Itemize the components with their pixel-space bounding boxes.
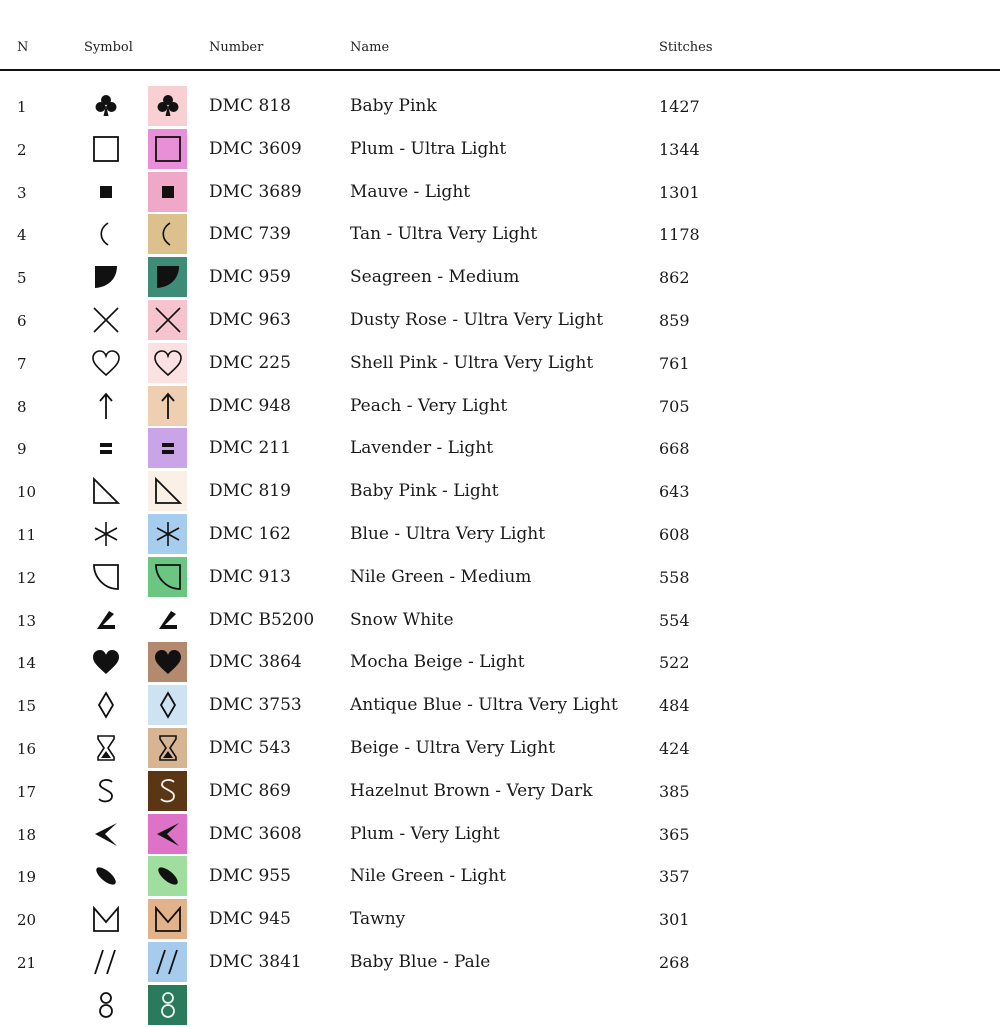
row-index: 2 [17, 140, 27, 159]
row-index: 10 [17, 483, 37, 502]
thread-name: Plum - Ultra Light [350, 138, 507, 159]
quarter-circle-outline-icon [153, 562, 183, 592]
stitch-count: 424 [659, 738, 690, 758]
square-outline-icon [88, 129, 124, 169]
table-row [0, 855, 1000, 898]
table-row [0, 213, 1000, 256]
row-index: 16 [17, 739, 37, 758]
letter-s-icon [88, 771, 124, 811]
color-swatch [148, 129, 187, 169]
thread-name: Dusty Rose - Ultra Very Light [350, 309, 604, 330]
thread-name: Tan - Ultra Very Light [350, 224, 538, 245]
table-row [0, 684, 1000, 727]
row-index: 8 [17, 397, 27, 416]
crescent-icon [88, 214, 124, 254]
thread-number: DMC 963 [209, 309, 291, 330]
row-index: 14 [17, 654, 37, 673]
color-swatch [148, 685, 187, 725]
row-index: 12 [17, 568, 37, 587]
row-index: 9 [17, 440, 27, 459]
color-swatch [148, 343, 187, 383]
table-row [0, 128, 1000, 171]
figure-eight-icon [88, 985, 124, 1025]
color-swatch [148, 942, 187, 982]
stitch-count: 862 [659, 268, 690, 288]
stitch-count: 301 [659, 910, 690, 930]
column-header-number: Number [209, 40, 264, 55]
color-swatch [148, 600, 187, 640]
double-slash-icon [153, 947, 183, 977]
thread-number: DMC 948 [209, 395, 291, 416]
envelope-m-icon [153, 904, 183, 934]
color-swatch [148, 428, 187, 468]
table-row [0, 941, 1000, 984]
heart-filled-icon [153, 647, 183, 677]
stitch-count: 522 [659, 653, 690, 673]
row-index: 5 [17, 269, 27, 288]
thread-number: DMC 869 [209, 780, 291, 801]
color-swatch [148, 471, 187, 511]
stitch-count: 385 [659, 781, 690, 801]
table-row [0, 984, 1000, 1027]
stitch-count: 705 [659, 396, 690, 416]
row-index: 6 [17, 311, 27, 330]
diamond-outline-icon [153, 690, 183, 720]
figure-eight-icon [153, 990, 183, 1020]
thread-number: DMC 955 [209, 866, 291, 887]
right-triangle-icon [153, 476, 183, 506]
crescent-icon [153, 219, 183, 249]
stitch-count: 357 [659, 867, 690, 887]
table-row [0, 556, 1000, 599]
color-swatch [148, 172, 187, 212]
x-cross-icon [153, 305, 183, 335]
quarter-circle-filled-icon [88, 257, 124, 297]
color-swatch [148, 214, 187, 254]
table-row [0, 641, 1000, 684]
stitch-count: 554 [659, 610, 690, 630]
thread-number: DMC 739 [209, 224, 291, 245]
stitch-count: 643 [659, 482, 690, 502]
table-row [0, 727, 1000, 770]
thread-name: Plum - Very Light [350, 823, 500, 844]
table-row [0, 427, 1000, 470]
color-swatch [148, 514, 187, 554]
thread-number: DMC 3609 [209, 138, 302, 159]
stitch-count: 761 [659, 353, 690, 373]
thread-name: Mocha Beige - Light [350, 652, 525, 673]
envelope-m-icon [88, 899, 124, 939]
table-row [0, 299, 1000, 342]
row-index: 15 [17, 697, 37, 716]
color-swatch [148, 771, 187, 811]
thread-number: DMC 945 [209, 909, 291, 930]
heart-filled-icon [88, 642, 124, 682]
thread-name: Antique Blue - Ultra Very Light [350, 695, 618, 716]
quarter-circle-filled-icon [153, 262, 183, 292]
stitch-count: 608 [659, 524, 690, 544]
table-row [0, 813, 1000, 856]
quarter-circle-outline-icon [88, 557, 124, 597]
color-swatch [148, 86, 187, 126]
color-swatch [148, 386, 187, 426]
column-header-symbol: Symbol [84, 40, 133, 55]
square-outline-icon [153, 134, 183, 164]
thread-number: DMC 3864 [209, 652, 302, 673]
color-swatch [148, 728, 187, 768]
stitch-count: 859 [659, 310, 690, 330]
color-swatch [148, 814, 187, 854]
angle-icon [153, 605, 183, 635]
row-index: 17 [17, 782, 37, 801]
x-cross-icon [88, 300, 124, 340]
table-row [0, 898, 1000, 941]
row-index: 19 [17, 868, 37, 887]
hourglass-icon [153, 733, 183, 763]
double-slash-icon [88, 942, 124, 982]
color-swatch [148, 642, 187, 682]
color-swatch [148, 899, 187, 939]
arrow-up-icon [88, 386, 124, 426]
table-row [0, 599, 1000, 642]
thread-number: DMC 162 [209, 523, 291, 544]
thread-name: Tawny [350, 909, 406, 930]
stitch-count: 1301 [659, 182, 700, 202]
thread-name: Seagreen - Medium [350, 267, 520, 288]
row-index: 11 [17, 525, 37, 544]
color-swatch [148, 985, 187, 1025]
stitch-count: 1344 [659, 139, 700, 159]
row-index: 20 [17, 911, 37, 930]
table-row [0, 85, 1000, 128]
table-row [0, 385, 1000, 428]
heart-outline-icon [88, 343, 124, 383]
leaf-oval-icon [88, 856, 124, 896]
table-row [0, 770, 1000, 813]
row-index: 1 [17, 98, 27, 116]
table-row [0, 470, 1000, 513]
thread-number: DMC 3753 [209, 695, 302, 716]
thread-number: DMC 818 [209, 96, 291, 116]
thread-number: DMC 3841 [209, 951, 302, 972]
leaf-oval-icon [153, 861, 183, 891]
column-header-n: N [17, 40, 29, 55]
equals-icon [88, 428, 124, 468]
thread-name: Hazelnut Brown - Very Dark [350, 780, 593, 801]
club-icon [153, 91, 183, 121]
column-header-name: Name [350, 40, 390, 55]
thread-number: DMC 819 [209, 481, 291, 502]
row-index: 4 [17, 226, 27, 245]
thread-number: DMC B5200 [209, 609, 315, 630]
heart-outline-icon [153, 348, 183, 378]
thread-number: DMC 543 [209, 737, 291, 758]
row-index: 18 [17, 825, 37, 844]
thread-name: Peach - Very Light [350, 395, 508, 416]
thread-number: DMC 225 [209, 352, 291, 373]
thread-name: Beige - Ultra Very Light [350, 737, 556, 758]
asterisk-icon [88, 514, 124, 554]
thread-name: Lavender - Light [350, 438, 494, 459]
equals-icon [153, 433, 183, 463]
color-swatch [148, 257, 187, 297]
stitch-count: 365 [659, 824, 690, 844]
thread-number: DMC 3608 [209, 823, 302, 844]
thread-number: DMC 3689 [209, 181, 302, 202]
chevron-left-filled-icon [88, 814, 124, 854]
thread-name: Nile Green - Medium [350, 566, 532, 587]
row-index: 21 [17, 953, 37, 972]
row-index: 3 [17, 183, 27, 202]
row-index: 7 [17, 354, 27, 373]
color-swatch [148, 856, 187, 896]
thread-name: Baby Pink - Light [350, 481, 499, 502]
thread-name: Baby Pink [350, 96, 437, 116]
table-row [0, 342, 1000, 385]
stitch-count: 558 [659, 567, 690, 587]
thread-name: Mauve - Light [350, 181, 471, 202]
table-header [0, 0, 1000, 71]
square-small-filled-icon [153, 177, 183, 207]
thread-name: Baby Blue - Pale [350, 951, 491, 972]
thread-number: DMC 913 [209, 566, 291, 587]
thread-name: Snow White [350, 609, 454, 630]
column-header-stitches: Stitches [659, 40, 713, 55]
hourglass-icon [88, 728, 124, 768]
stitch-count: 268 [659, 952, 690, 972]
club-icon [88, 86, 124, 126]
stitch-count: 668 [659, 439, 690, 459]
asterisk-icon [153, 519, 183, 549]
thread-number: DMC 959 [209, 267, 291, 288]
table-row [0, 513, 1000, 556]
letter-s-icon [153, 776, 183, 806]
square-small-filled-icon [88, 172, 124, 212]
row-index: 13 [17, 611, 37, 630]
table-row [0, 256, 1000, 299]
color-swatch [148, 557, 187, 597]
angle-icon [88, 600, 124, 640]
chevron-left-filled-icon [153, 819, 183, 849]
stitch-count: 484 [659, 696, 690, 716]
thread-name: Nile Green - Light [350, 866, 506, 887]
thread-list [0, 85, 1000, 1027]
thread-name: Blue - Ultra Very Light [350, 523, 546, 544]
diamond-outline-icon [88, 685, 124, 725]
color-swatch [148, 300, 187, 340]
thread-name: Shell Pink - Ultra Very Light [350, 352, 594, 373]
stitch-count: 1178 [659, 225, 700, 245]
arrow-up-icon [153, 391, 183, 421]
right-triangle-icon [88, 471, 124, 511]
table-row [0, 171, 1000, 214]
thread-number: DMC 211 [209, 438, 291, 459]
stitch-count: 1427 [659, 97, 700, 116]
